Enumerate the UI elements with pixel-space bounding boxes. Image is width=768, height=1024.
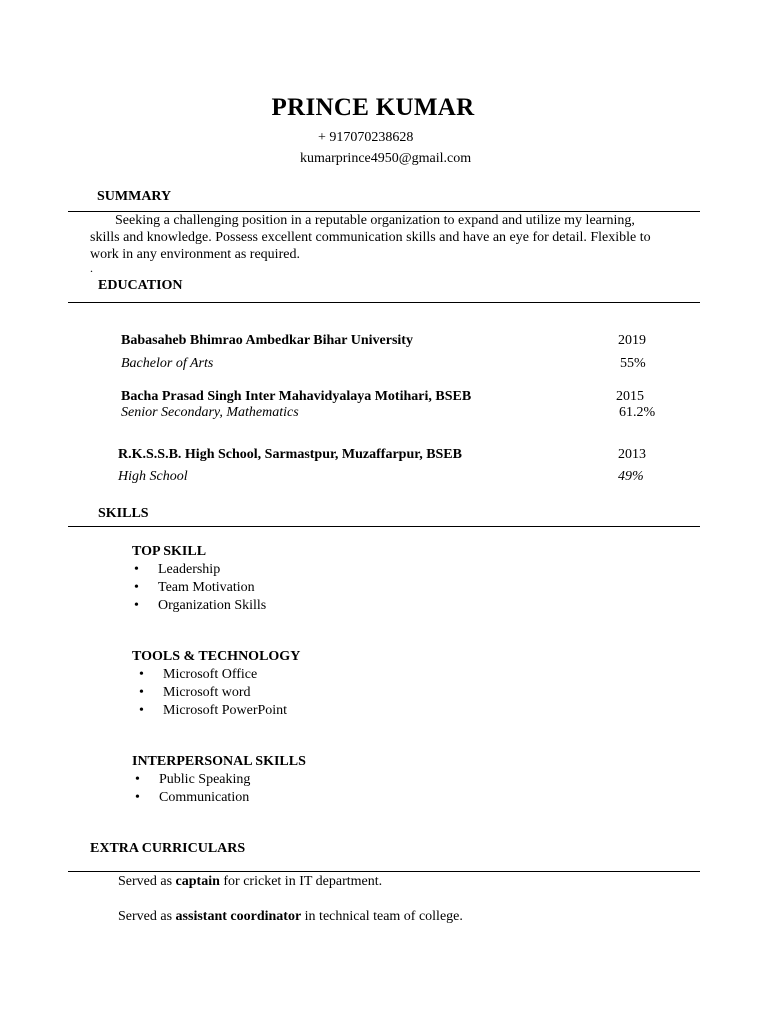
list-item: • Organization Skills	[132, 597, 266, 615]
activity-suffix: for cricket in IT department.	[219, 874, 383, 889]
list-item: • Microsoft word	[137, 684, 287, 702]
extra-curriculars-divider	[68, 871, 700, 872]
activity-suffix: in technical team of college.	[301, 909, 463, 924]
list-item: • Communication	[133, 789, 250, 807]
education-separator: ,	[419, 447, 427, 462]
education-degree: High School	[118, 469, 188, 484]
education-year: 2015	[616, 389, 644, 404]
education-degree: Bachelor of Arts	[121, 356, 214, 371]
activity-role: assistant coordinator	[175, 909, 302, 924]
education-degree: Senior Secondary, Mathematics	[121, 405, 299, 420]
skills-divider	[68, 526, 700, 527]
education-score: 55%	[620, 356, 646, 371]
education-heading: EDUCATION	[98, 278, 183, 293]
list-item: • Team Motivation	[132, 579, 266, 597]
activity-role: captain	[175, 874, 220, 889]
education-score: 49%	[618, 469, 644, 484]
interpersonal-heading: INTERPERSONAL SKILLS	[132, 754, 306, 769]
top-skill-list	[132, 561, 266, 615]
candidate-name: PRINCE KUMAR	[271, 94, 475, 121]
top-skill-heading: TOP SKILL	[132, 544, 207, 559]
summary-text: Seeking a challenging position in a reputable organization to expand and utilize my learning, skills and knowledge. Possess excellent communication skills and have an eye for detail. Flexible to work in any environment as required.	[90, 213, 651, 262]
tools-heading: TOOLS & TECHNOLOGY	[132, 649, 301, 664]
education-institution-row	[118, 447, 462, 463]
tools-list	[137, 666, 287, 720]
education-score: 61.2%	[619, 405, 656, 420]
education-institution: R.K.S.S.B. High School, Sarmastpur, Muzaffarpur	[118, 447, 420, 462]
activity-item	[118, 909, 463, 925]
education-divider	[68, 302, 700, 303]
activity-prefix: Served as	[118, 909, 176, 924]
education-year: 2019	[618, 333, 646, 348]
education-institution: Babasaheb Bhimrao Ambedkar Bihar University	[121, 333, 413, 348]
activity-prefix: Served as	[118, 874, 176, 889]
list-item: • Leadership	[132, 561, 266, 579]
education-year: 2013	[618, 447, 646, 462]
interpersonal-list	[133, 771, 250, 807]
summary-trailing-dot: .	[90, 261, 93, 275]
email-address: kumarprince4950@gmail.com	[300, 151, 472, 166]
education-institution: Bacha Prasad Singh Inter Mahavidyalaya Motihari, BSEB	[121, 389, 472, 404]
skills-heading: SKILLS	[98, 506, 149, 521]
list-item: • Microsoft PowerPoint	[137, 702, 287, 720]
summary-heading: SUMMARY	[97, 189, 172, 204]
list-item: • Microsoft Office	[137, 666, 287, 684]
list-item: • Public Speaking	[133, 771, 250, 789]
phone-number: + 917070238628	[318, 130, 414, 145]
education-board: BSEB	[426, 447, 462, 462]
extra-curriculars-heading: EXTRA CURRICULARS	[90, 841, 246, 856]
activity-item	[118, 874, 382, 890]
